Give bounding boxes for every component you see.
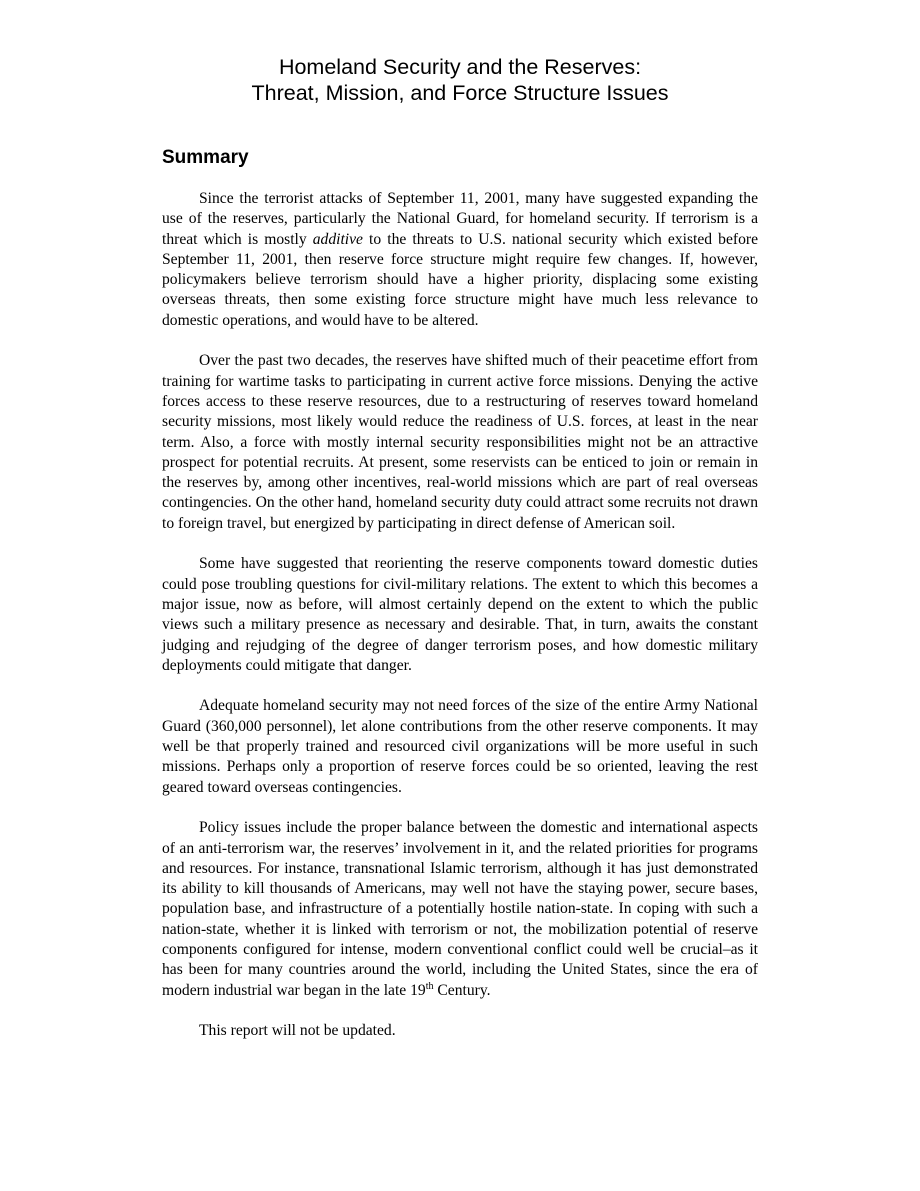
paragraph-3: Some have suggested that reorienting the reserve components toward domestic duties could pose troubling questions for civil-military relations. The extent to which this becomes a major issue, now as before, will almost certainly depend on the extent to which the public views such a military presence as necessary and desirable. That, in turn, awaits the constant judging and rejudging of the degree of danger terrorism poses, and how domestic military deployments could mitigate that danger. bbox=[162, 555, 758, 674]
paragraph-5-text-a: Policy issues include the proper balance between the domestic and international aspects of an anti-terrorism war, the reserves’ involvement in it, and the related priorities for programs and resources. For instance, transnational Islamic terrorism, although it has just demonstrated its ability to kill thousands of Americans, may well not have the staying power, secure bases, population base, and infrastructure of a potentially hostile nation-state. In coping with such a nation-state, whether it is linked with terrorism or not, the mobilization potential of reserve components configured for intense, modern conventional conflict could well be crucial–as it has been for many countries around the world, including the United States, since the era of modern industrial war began in the late 19 bbox=[162, 819, 758, 999]
paragraph-1 bbox=[162, 189, 758, 331]
paragraph-4: Adequate homeland security may not need forces of the size of the entire Army National Guard (360,000 personnel), let alone contributions from the other reserve components. It may well be that properly trained and resourced civil organizations will be more useful in such missions. Perhaps only a proportion of reserve forces could be so oriented, leaving the rest geared toward overseas contingencies. bbox=[162, 697, 758, 796]
section-heading-summary: Summary bbox=[162, 147, 249, 168]
paragraph-2: Over the past two decades, the reserves have shifted much of their peacetime effort from training for wartime tasks to participating in current active force missions. Denying the active forces access to these reserve resources, due to a restructuring of reserves toward homeland security missions, most likely would reduce the readiness of U.S. forces, at least in the near term. Also, a force with mostly internal security responsibilities might not be an attractive prospect for potential recruits. At present, some reservists can be enticed to join or remain in the reserves by, among other incentives, real-world missions which are part of real overseas contingencies. On the other hand, homeland security duty could attract some recruits not drawn to foreign travel, but energized by participating in direct defense of American soil. bbox=[162, 352, 758, 532]
paragraph-1-text-b: to the threats to U.S. national security which existed before September 11, 2001, then reserve force structure might require few changes. If, however, policymakers believe terrorism should have a higher priority, displacing some existing overseas threats, then some existing force structure might have much less relevance to domestic operations, and would have to be altered. bbox=[162, 230, 758, 329]
paragraph-5-superscript: th bbox=[425, 980, 434, 992]
document-title bbox=[162, 54, 758, 106]
paragraph-1-text-a: Since the terrorist attacks of September 11, 2001, many have suggested expanding the use of the reserves, particularly the National Guard, for homeland security. If terrorism is a threat which is mostly bbox=[162, 190, 758, 248]
title-line-1: Homeland Security and the Reserves: bbox=[278, 55, 642, 79]
document-page bbox=[162, 54, 758, 1062]
title-line-2: Threat, Mission, and Force Structure Issues bbox=[251, 81, 669, 105]
paragraph-5 bbox=[162, 818, 758, 1001]
paragraph-1-emphasis: additive bbox=[312, 230, 363, 248]
summary-body bbox=[162, 189, 758, 1041]
paragraph-6: This report will not be updated. bbox=[199, 1022, 396, 1040]
paragraph-5-text-b: Century. bbox=[433, 981, 491, 999]
